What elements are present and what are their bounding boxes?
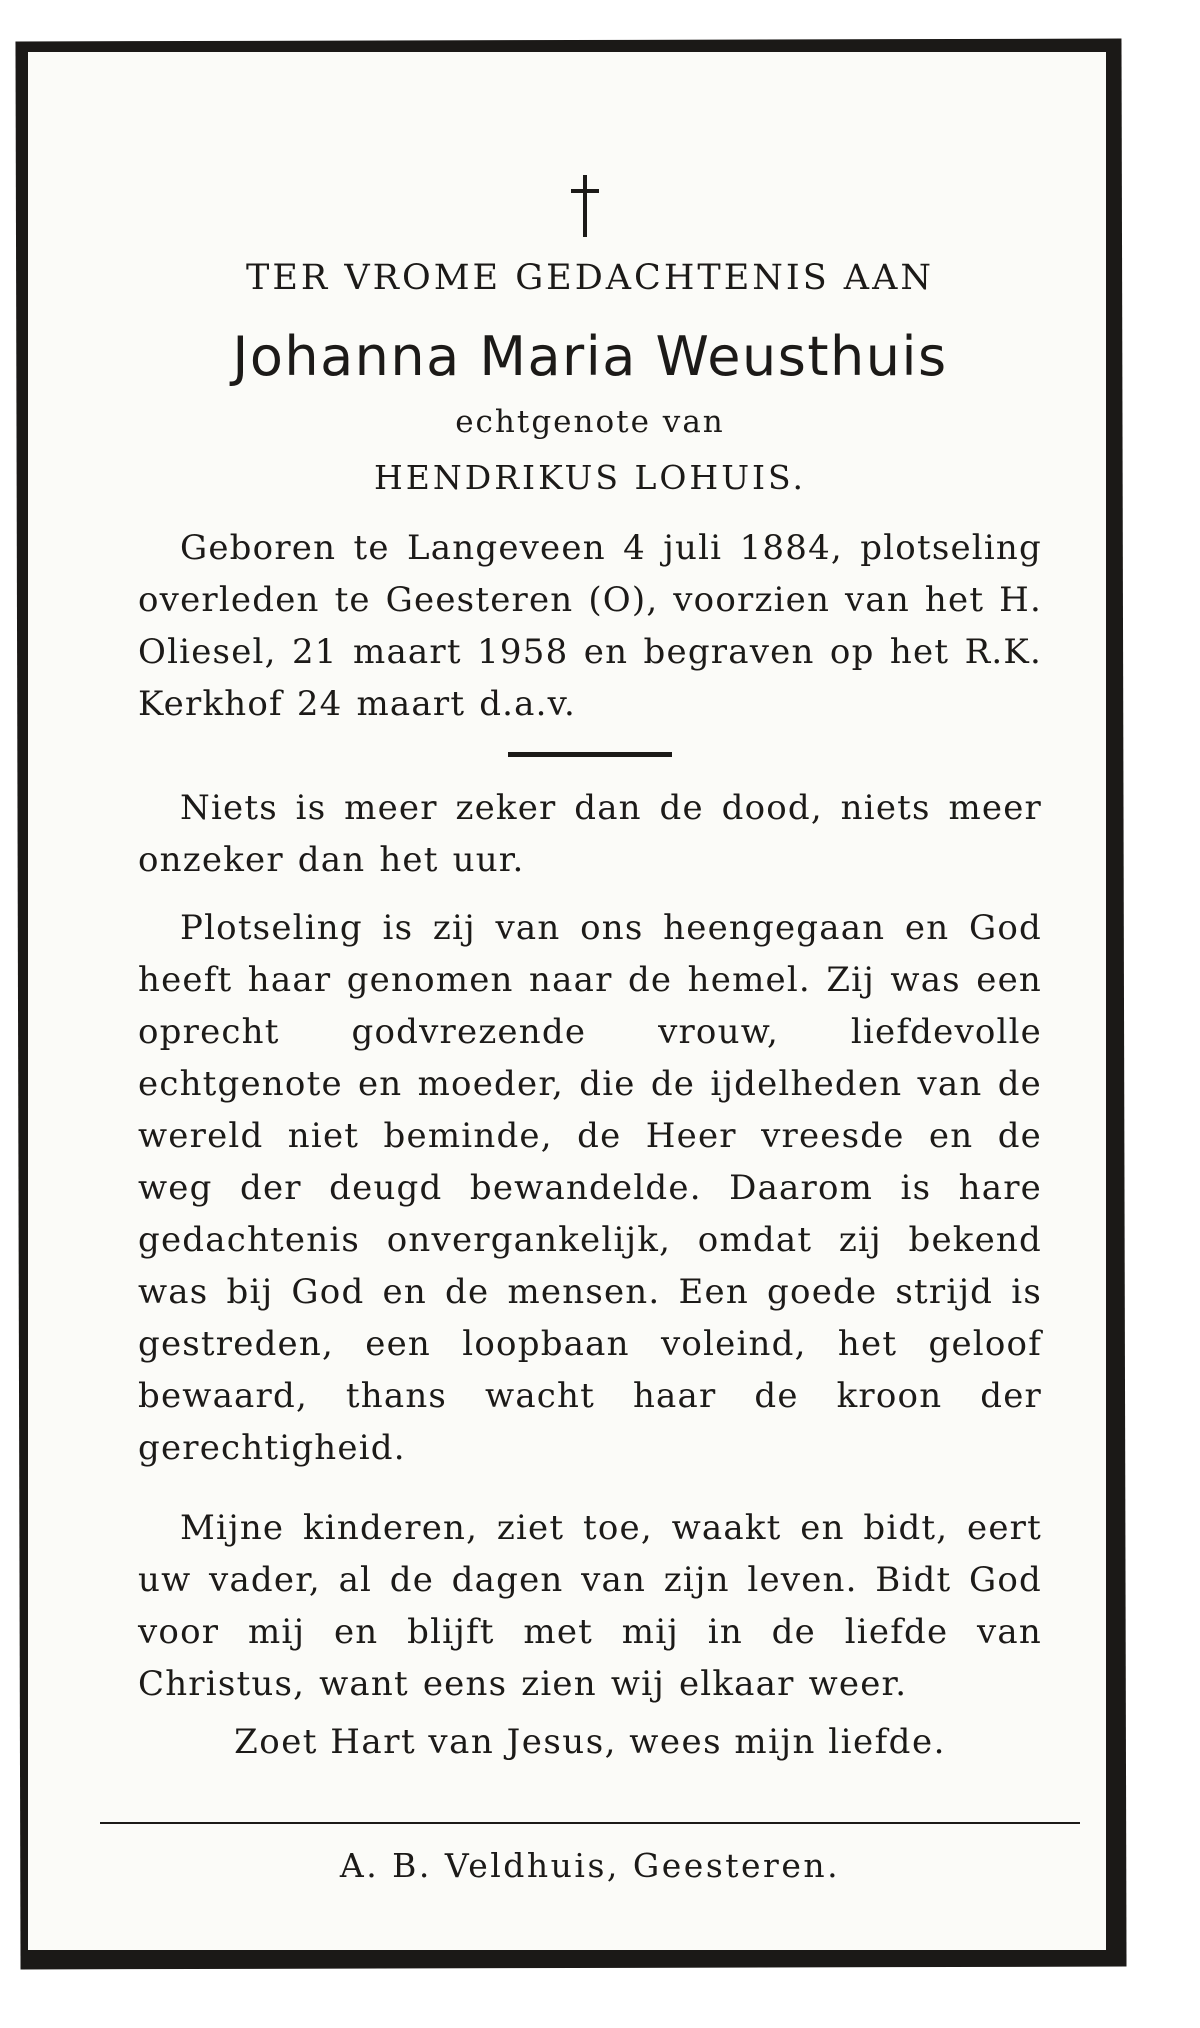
spouse-label: echtgenote van: [455, 404, 725, 440]
children-paragraph: Mijne kinderen, ziet toe, waakt en bidt, eert uw vader, al de dagen van zijn leven. Bidt God voor mij en blijft met mij in de liefde van Christus, want eens zien wij elkaar weer.: [138, 1508, 1042, 1704]
divider: [508, 752, 672, 757]
spouse-name: HENDRIKUS LOHUIS.: [374, 458, 806, 497]
card-heading: TER VROME GEDACHTENIS AAN: [246, 258, 934, 298]
closing-prayer: Zoet Hart van Jesus, wees mijn liefde.: [234, 1722, 946, 1762]
body-paragraph: Plotseling is zij van ons heengegaan en God heeft haar genomen naar de hemel. Zij was een oprecht godvrezende vrouw, liefdevolle echtgenote en moeder, die de ijdelheden van de wereld niet beminde, de Heer vreesde en de weg der deugd bewandelde. Daarom is hare gedachtenis onvergankelijk, omdat zij bekend was bij God en de mensen. Een goede strijd is gestreden, een loopbaan voleind, het geloof bewaard, thans wacht haar de kroon der gerechtigheid.: [138, 908, 1042, 1468]
footer-divider: [100, 1822, 1080, 1824]
cross-icon: [563, 175, 607, 237]
printer-credit: A. B. Veldhuis, Geesteren.: [339, 1846, 841, 1885]
quote-paragraph: Niets is meer zeker dan de dood, niets meer onzeker dan het uur.: [138, 788, 1042, 880]
birth-death-paragraph: Geboren te Langeveen 4 juli 1884, plotseling overleden te Geesteren (O), voorzien van het H. Oliesel, 21 maart 1958 en begraven op het R.K. Kerkhof 24 maart d.a.v.: [138, 528, 1042, 724]
deceased-name: Johanna Maria Weusthuis: [232, 325, 948, 388]
